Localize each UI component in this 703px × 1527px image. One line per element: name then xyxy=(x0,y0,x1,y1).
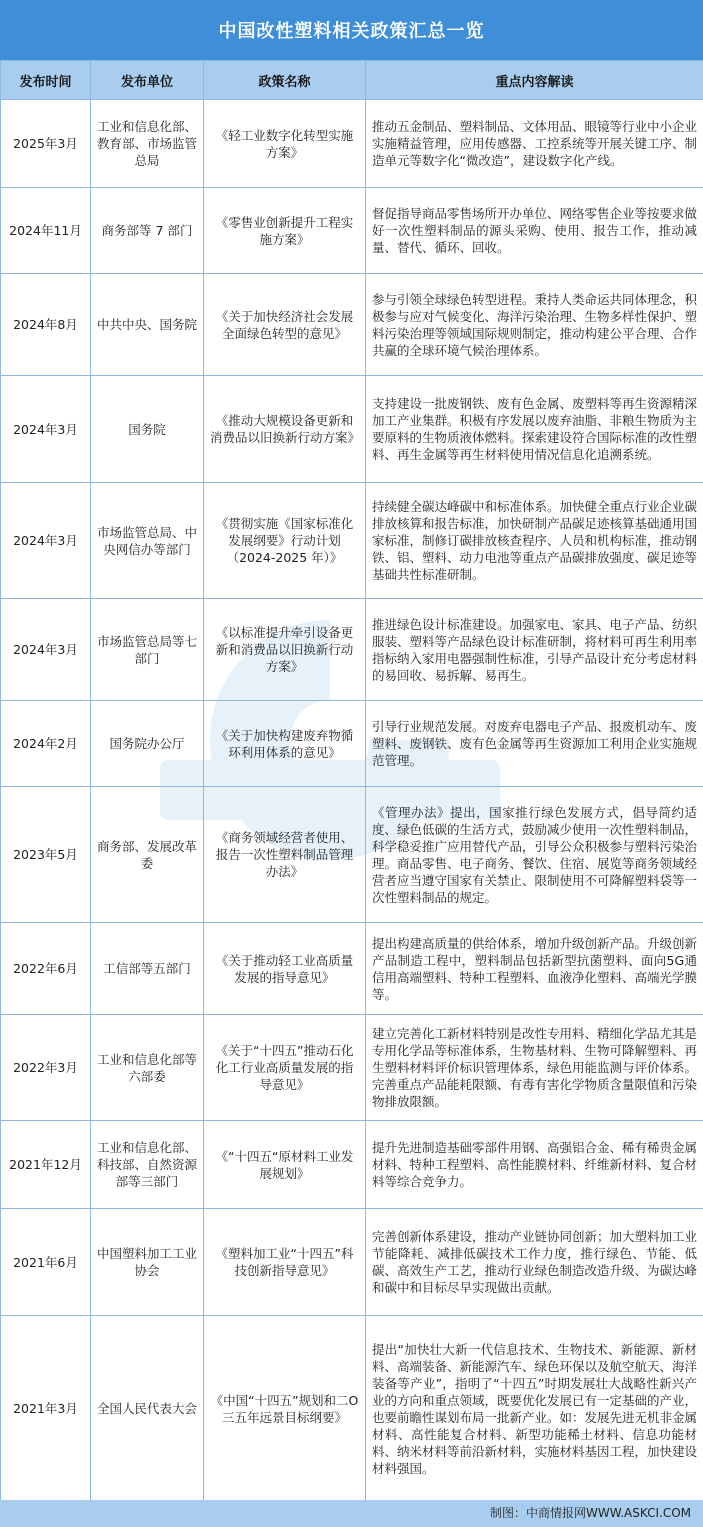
cell-content: 建立完善化工新材料特别是改性专用料、精细化学品尤其是专用化学品等标准体系，生物基材料、生物可降解塑料、再生塑料材料评价标识管理体系，绿色用能监测与评价体系。完善重点产品能耗限额、有毒有害化学物质含量限值和污染物排放限额。 xyxy=(366,1015,703,1121)
cell-policy-name: 《以标准提升牵引设备更新和消费品以旧换新行动方案》 xyxy=(204,599,366,701)
cell-unit: 国务院办公厅 xyxy=(91,701,204,787)
cell-policy-name: 《推动大规模设备更新和消费品以旧换新行动方案》 xyxy=(204,376,366,483)
cell-policy-name: 《塑料加工业“十四五”科技创新指导意见》 xyxy=(204,1209,366,1316)
cell-content: 《管理办法》提出，国家推行绿色发展方式，倡导简约适度、绿色低碳的生活方式，鼓励减少使用一次性塑料制品，科学稳妥推广应用替代产品，引导公众积极参与塑料污染治理。商品零售、电子商务、餐饮、住宿、展览等商务领域经营者应当遵守国家有关禁止、限制使用不可降解塑料袋等一次性塑料制品的规定。 xyxy=(366,787,703,923)
cell-content: 持续健全碳达峰碳中和标准体系。加快健全重点行业企业碳排放核算和报告标准，加快研制产品碳足迹核算基础通用国家标准，制修订碳排放核查程序、人员和机构标准，推动钢铁、铝、塑料、动力电池等重点产品碳排放强度、碳足迹等基础共性标准研制。 xyxy=(366,483,703,599)
column-header-policy-name: 政策名称 xyxy=(204,61,366,100)
table-row xyxy=(1,1121,703,1209)
cell-unit: 全国人民代表大会 xyxy=(91,1316,204,1502)
cell-content: 督促指导商品零售场所开办单位、网络零售企业等按要求做好一次性塑料制品的源头采购、使用、报告工作，推动减量、替代、循环、回收。 xyxy=(366,188,703,274)
cell-time: 2021年6月 xyxy=(1,1209,91,1316)
cell-unit: 工业和信息化部等六部委 xyxy=(91,1015,204,1121)
table-row xyxy=(1,274,703,376)
cell-content: 参与引领全球绿色转型进程。秉持人类命运共同体理念，积极参与应对气候变化、海洋污染治理、生物多样性保护、塑料污染治理等领域国际规则制定，推动构建公平合理、合作共赢的全球环境气候治理体系。 xyxy=(366,274,703,376)
cell-time: 2024年11月 xyxy=(1,188,91,274)
cell-content: 提升先进制造基础零部件用钢、高强铝合金、稀有稀贵金属材料、特种工程塑料、高性能膜材料、纤维新材料、复合材料等综合竞争力。 xyxy=(366,1121,703,1209)
cell-policy-name: 《关于加快构建废弃物循环利用体系的意见》 xyxy=(204,701,366,787)
cell-policy-name: 《贯彻实施《国家标准化发展纲要》行动计划（2024-2025 年）》 xyxy=(204,483,366,599)
cell-time: 2022年6月 xyxy=(1,923,91,1015)
table-row xyxy=(1,701,703,787)
cell-content: 提出“加快壮大新一代信息技术、生物技术、新能源、新材料、高端装备、新能源汽车、绿色环保以及航空航天、海洋装备等产业”，指明了“十四五”时期发展壮大战略性新兴产业的方向和重点领域，既要优化发展已有一定基础的产业，也要前瞻性谋划布局一批新产业。如：发展先进无机非金属材料、高性能复合材料、新型功能稀土材料、信息功能材料、纳米材料等前沿新材料，实施材料基因工程，加快建设材料强国。 xyxy=(366,1316,703,1502)
cell-policy-name: 《零售业创新提升工程实施方案》 xyxy=(204,188,366,274)
column-header-content: 重点内容解读 xyxy=(366,61,703,100)
cell-time: 2024年3月 xyxy=(1,376,91,483)
cell-time: 2024年3月 xyxy=(1,483,91,599)
cell-time: 2025年3月 xyxy=(1,100,91,188)
cell-policy-name: 《关于推动轻工业高质量发展的指导意见》 xyxy=(204,923,366,1015)
cell-policy-name: 《“十四五“原材料工业发展规划》 xyxy=(204,1121,366,1209)
table-row xyxy=(1,100,703,188)
cell-unit: 中国塑料加工工业协会 xyxy=(91,1209,204,1316)
cell-time: 2024年2月 xyxy=(1,701,91,787)
table-row xyxy=(1,483,703,599)
cell-unit: 中共中央、国务院 xyxy=(91,274,204,376)
cell-unit: 商务部、发展改革委 xyxy=(91,787,204,923)
cell-content: 完善创新体系建设，推动产业链协同创新；加大塑料加工业节能降耗、减排低碳技术工作力度，推行绿色、节能、低碳、高效生产工艺，推动行业绿色制造改造升级、为碳达峰和碳中和目标尽早实现做出贡献。 xyxy=(366,1209,703,1316)
table-row xyxy=(1,1015,703,1121)
cell-time: 2024年3月 xyxy=(1,599,91,701)
table-row xyxy=(1,923,703,1015)
column-header-unit: 发布单位 xyxy=(91,61,204,100)
cell-time: 2024年8月 xyxy=(1,274,91,376)
cell-time: 2021年3月 xyxy=(1,1316,91,1502)
cell-policy-name: 《关于加快经济社会发展全面绿色转型的意见》 xyxy=(204,274,366,376)
column-header-time: 发布时间 xyxy=(1,61,91,100)
cell-unit: 市场监管总局、中央网信办等部门 xyxy=(91,483,204,599)
footer-source: 制图：中商情报网WWW.ASKCI.COM xyxy=(0,1500,703,1527)
cell-unit: 商务部等 7 部门 xyxy=(91,188,204,274)
cell-unit: 市场监管总局等七部门 xyxy=(91,599,204,701)
cell-policy-name: 《轻工业数字化转型实施方案》 xyxy=(204,100,366,188)
cell-unit: 国务院 xyxy=(91,376,204,483)
cell-unit: 工业和信息化部、科技部、自然资源部等三部门 xyxy=(91,1121,204,1209)
cell-unit: 工信部等五部门 xyxy=(91,923,204,1015)
table-row xyxy=(1,1316,703,1502)
table-row xyxy=(1,1209,703,1316)
cell-content: 推动五金制品、塑料制品、文体用品、眼镜等行业中小企业实施精益管理，应用传感器、工控系统等开展关键工序、制造单元等数字化“微改造”，建设数字化产线。 xyxy=(366,100,703,188)
cell-content: 提出构建高质量的供给体系，增加升级创新产品。升级创新产品制造工程中，塑料制品包括新型抗菌塑料、面向5G通信用高端塑料、特种工程塑料、血液净化塑料、高端光学膜等。 xyxy=(366,923,703,1015)
cell-time: 2022年3月 xyxy=(1,1015,91,1121)
table-header-row xyxy=(1,61,703,100)
table-row xyxy=(1,188,703,274)
cell-policy-name: 《中国“十四五”规划和二O三五年远景目标纲要》 xyxy=(204,1316,366,1502)
cell-time: 2023年5月 xyxy=(1,787,91,923)
cell-policy-name: 《商务领域经营者使用、报告一次性塑料制品管理办法》 xyxy=(204,787,366,923)
table-row xyxy=(1,599,703,701)
cell-time: 2021年12月 xyxy=(1,1121,91,1209)
cell-unit: 工业和信息化部、教育部、市场监管总局 xyxy=(91,100,204,188)
cell-content: 推进绿色设计标准建设。加强家电、家具、电子产品、纺织服装、塑料等产品绿色设计标准研制，将材料可再生利用率指标纳入家用电器强制性标准，引导产品设计充分考虑材料的易回收、易拆解、易再生。 xyxy=(366,599,703,701)
page-title: 中国改性塑料相关政策汇总一览 xyxy=(0,0,703,60)
cell-content: 支持建设一批废钢铁、废有色金属、废塑料等再生资源精深加工产业集群。积极有序发展以废弃油脂、非粮生物质为主要原料的生物质液体燃料。探索建设符合国际标准的改性塑料、再生金属等再生材料使用情况信息化追溯系统。 xyxy=(366,376,703,483)
table-row xyxy=(1,376,703,483)
cell-policy-name: 《关于“十四五”推动石化化工行业高质量发展的指导意见》 xyxy=(204,1015,366,1121)
cell-content: 引导行业规范发展。对废弃电器电子产品、报废机动车、废塑料、废钢铁、废有色金属等再生资源加工利用企业实施规范管理。 xyxy=(366,701,703,787)
table-row xyxy=(1,787,703,923)
policy-table xyxy=(0,60,703,1502)
